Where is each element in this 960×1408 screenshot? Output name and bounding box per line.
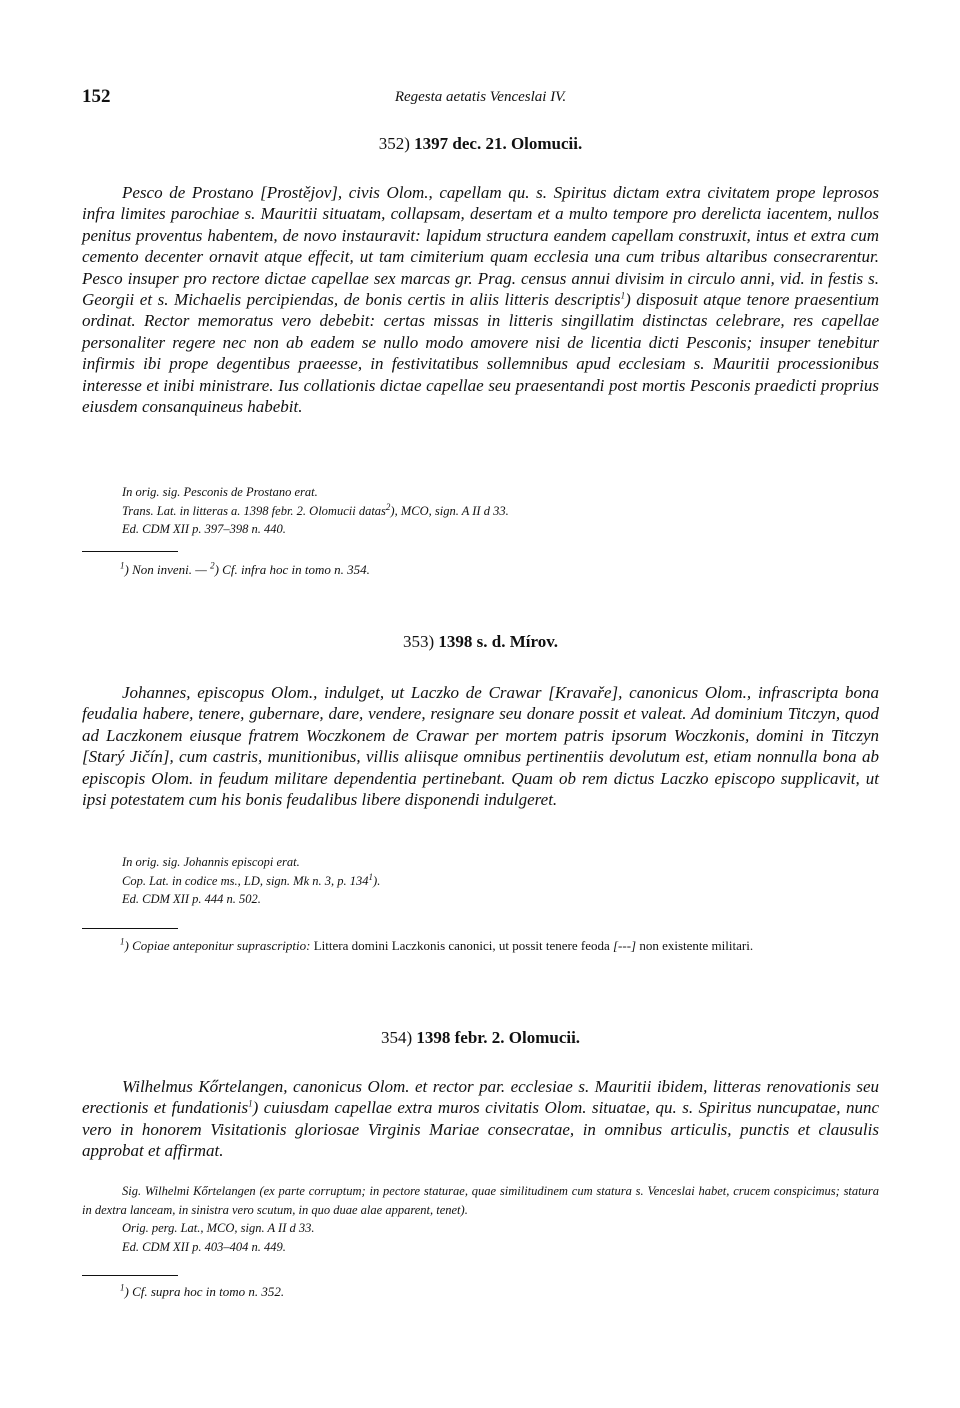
entry-text-354 <box>82 1076 879 1162</box>
entry-date: 1398 febr. 2. Olomucii. <box>416 1028 581 1047</box>
note-seal: Sig. Wilhelmi Kőrtelangen (ex parte corruptum; in pectore staturae, quae similitudinem cum statura s. Venceslai habet, crucem conspicimus; statura in dextra lanceam, in sinistra vero scutum, in quo duae alae apparent, tenet). <box>82 1184 879 1217</box>
footnote-rule <box>82 928 178 929</box>
entry-number: 353) <box>402 632 435 651</box>
page-header <box>82 86 879 110</box>
note-seal: In orig. sig. Johannis episcopi erat. <box>122 855 300 869</box>
text-part: Pesco de Prostano [Prostějov], civis Olom., capellam qu. s. Spiritus dictam extra civitatem prope leprosos infra limites parochiae s. Mauritii situatam, collapsam, desertam et a multo tempore pro derelicta iacentem, nullos penitus proventus habentem, de novo instauravit: lapidum structura eandem capellam construxit, intus et extra cum cemento decenter ornavit atque effecit, ut tam cimiterium quam ecclesia una cum tribus altaribus consecrarentur. Pesco insuper pro rectore dictae capellae sex marcas gr. Prag. census annui divisim in circulo anni, vid. in festis s. Georgii et s. Michaelis percipiendas, de bonis certis in aliis litteris descriptis <box>82 183 879 310</box>
note-edition: Ed. CDM XII p. 403–404 n. 449. <box>122 1239 286 1254</box>
entry-notes-354 <box>82 1182 879 1256</box>
footnotes-353: $^1$) Copiae anteponitur suprascriptio: Littera domini Laczkonis canonici, ut possit tenere feoda [---] non existente militari. <box>120 936 754 953</box>
entry-number: 354) <box>380 1028 413 1047</box>
footnote-rule <box>82 551 178 552</box>
footnote-ref: 1 <box>620 290 626 301</box>
running-title: Regesta aetatis Venceslai IV. <box>394 89 567 105</box>
entry-heading-352 <box>82 134 879 154</box>
entry-notes-353 <box>122 853 380 909</box>
page-number: 152 <box>82 86 111 107</box>
entry-date: 1398 s. d. Mírov. <box>438 632 559 651</box>
entry-heading-354 <box>82 1028 879 1048</box>
note-edition: Ed. CDM XII p. 444 n. 502. <box>122 892 261 906</box>
note-edition: Ed. CDM XII p. 397–398 n. 440. <box>122 522 286 536</box>
entry-text-352 <box>82 182 879 417</box>
text-part: Wilhelmus Kőrtelangen, canonicus Olom. et rector par. ecclesiae s. Mauritii ibidem, litteras renovationis seu erectionis et fundationis <box>82 1077 879 1118</box>
entry-heading-353 <box>82 632 879 652</box>
footnote-rule <box>82 1275 178 1276</box>
footnote-ref: 1 <box>248 1098 253 1109</box>
note-trans: Trans. Lat. in litteras a. 1398 febr. 2. Olomucii datas$^2$), MCO, sign. A II d 33. <box>122 501 509 518</box>
footnotes-352: $^1$) Non inveni. — $^2$) Cf. infra hoc in tomo n. 354. <box>120 560 370 577</box>
entry-number: 352) <box>378 134 410 153</box>
note-copy: Cop. Lat. in codice ms., LD, sign. Mk n. 3, p. $134^1$). <box>122 871 381 888</box>
entry-notes-352 <box>122 483 509 539</box>
text-part: ) disposuit atque tenore praesentium ordinat. Rector memoratus vero debebit: certas missas in litteris singillatim distinctas celebrare, res capellae personaliter regere nec non ab eadem se nullo modo amovere nisi de licentia dicti Pesconis; insuper tenebitur infirmis ibi prope degentibus praeesse, in festivitatibus sollemnibus apud ecclesiam s. Mauritii processionibus interesse et inibi ministrare. Ius collationis dictae capellae seu praesentandi post mortis Pesconis praedicti proprius eiusdem consanquineus habebit. <box>82 290 879 417</box>
footnotes-354: $^1$) Cf. supra hoc in tomo n. 352. <box>120 1282 285 1299</box>
note-orig: Orig. perg. Lat., MCO, sign. A II d 33. <box>122 1221 315 1235</box>
entry-date: 1397 dec. 21. Olomucii. <box>414 134 583 153</box>
note-seal: In orig. sig. Pesconis de Prostano erat. <box>122 485 318 499</box>
text-part: ) cuiusdam capellae extra muros civitatis Olom. situatae, qu. s. Spiritus nuncupatae, nunc vero in honorem Visitationis gloriosae Virginis Mariae consecratae, in omnibus articulis, punctis et clausulis approbat et affirmat. <box>82 1098 879 1161</box>
entry-text-353: Johannes, episcopus Olom., indulget, ut Laczko de Crawar [Kravaře], canonicus Olom., infrascripta bona feudalia habere, tenere, gubernare, dare, vendere, resignare seu donare possit et valeat. Ad dominium Titczyn, quod ad Laczkonem eiusque fratrem Woczkonem de Crawar per mortem patris ipsorum Woczkonis, domini in Titczyn [Starý Jičín], cum castris, munitionibus, villis aliisque omnibus pertinentiis devolutum est, etiam nonnulla bona ab episcopis Olom. in feudum militare dependentia pertinebant. Quam ob rem dictus Laczko episcopo supplicavit, ut ipsi potestatem cum his bonis feudalibus libere disponendi indulgeret. <box>82 683 879 810</box>
